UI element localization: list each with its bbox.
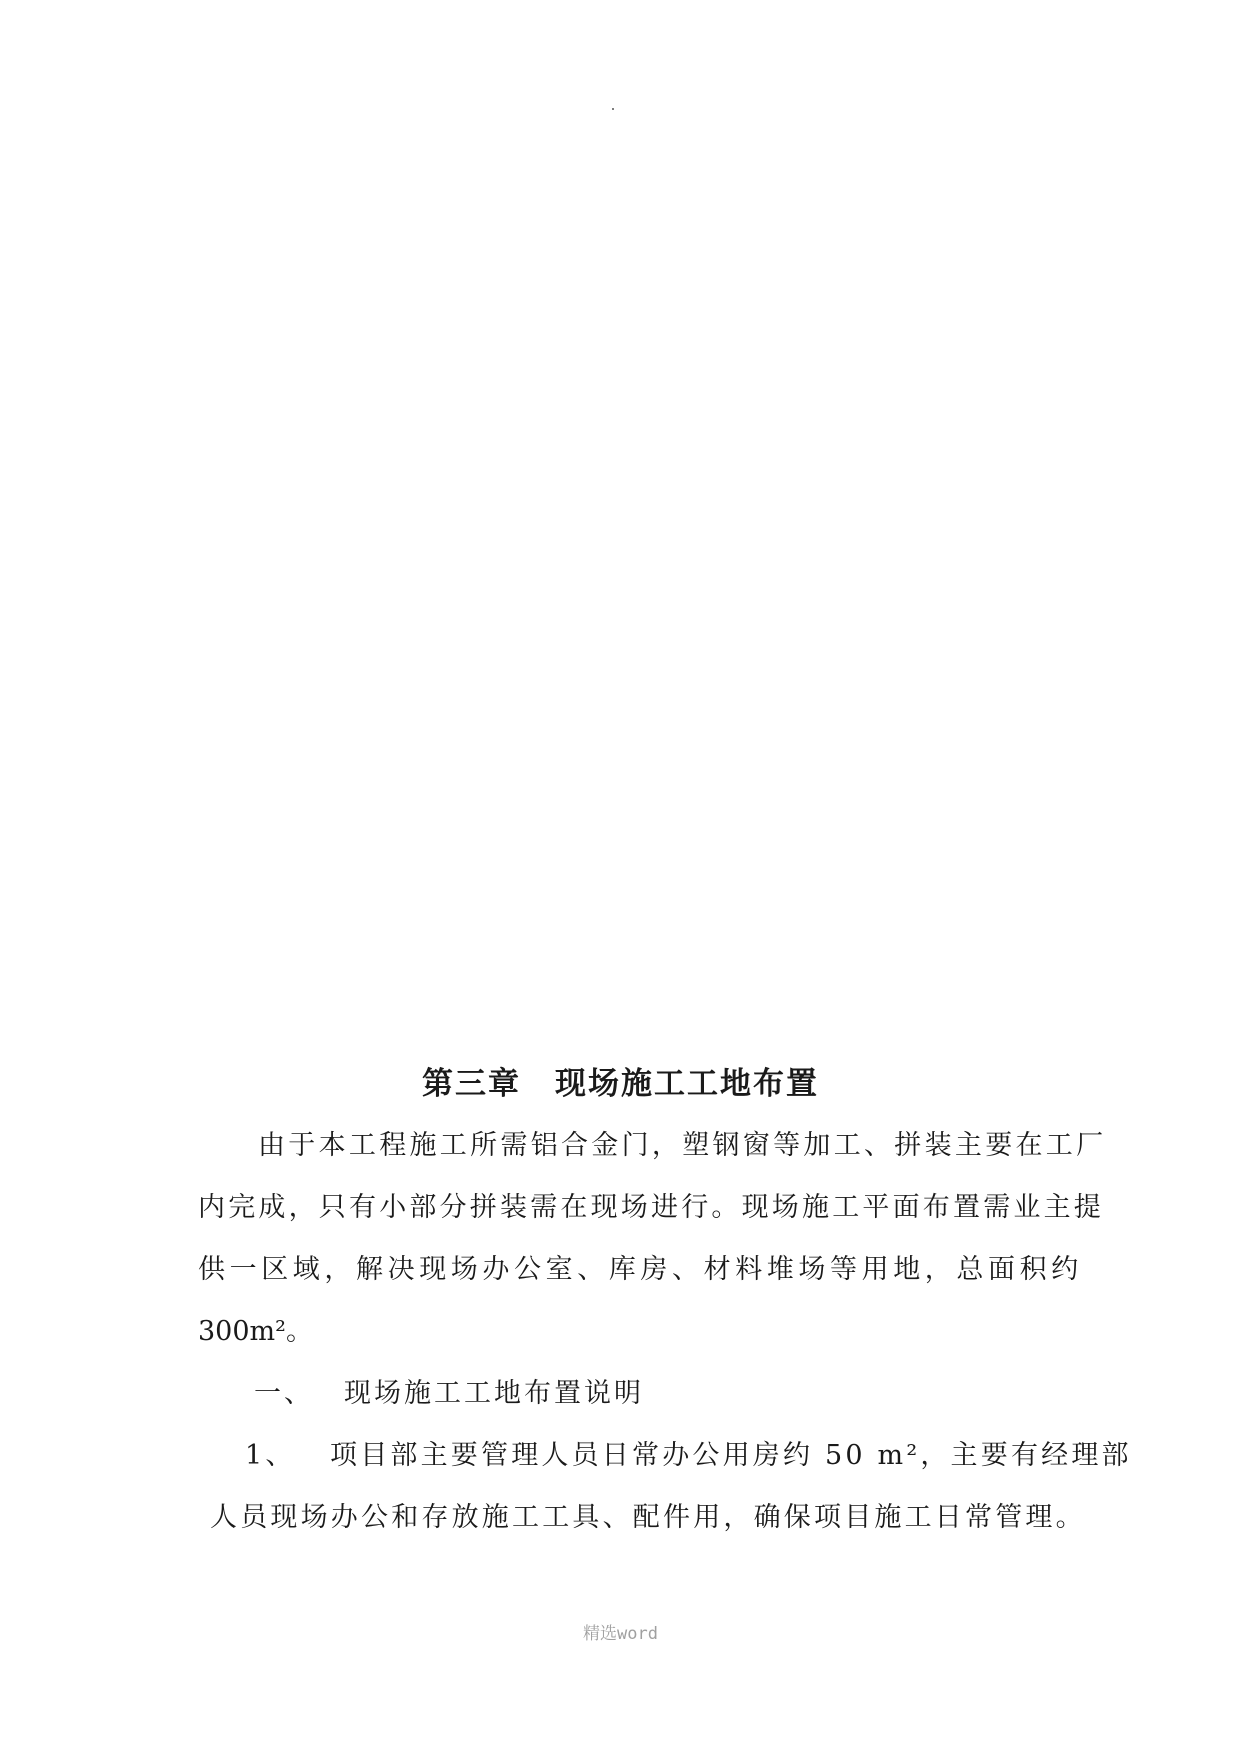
section-title: 现场施工工地布置说明 (344, 1378, 644, 1409)
intro-line-4: 300m²。 (198, 1316, 313, 1347)
chapter-title (0, 1058, 1241, 1103)
intro-line-1: 由于本工程施工所需铝合金门，塑钢窗等加工、拼装主要在工厂 (258, 1130, 1107, 1161)
list-item-number: 1、 (245, 1440, 296, 1471)
chapter-title-text: 现场施工工地布置 (555, 1066, 819, 1102)
chapter-number: 第三章 (422, 1066, 521, 1102)
section-heading (254, 1374, 1134, 1414)
section-number: 一、 (254, 1378, 314, 1409)
list-item-1-continuation: 人员现场办公和存放施工工具、配件用，确保项目施工日常管理。 (210, 1502, 1086, 1533)
intro-line-3: 供一区域，解决现场办公室、库房、材料堆场等用地，总面积约 (198, 1254, 1083, 1285)
header-mark (612, 108, 614, 110)
list-item-text: 项目部主要管理人员日常办公用房约 50 m²，主要有经理部 (330, 1440, 1132, 1471)
page-footer: 精选word (583, 1624, 658, 1644)
list-item-1 (245, 1436, 1132, 1476)
intro-line-2: 内完成，只有小部分拼装需在现场进行。现场施工平面布置需业主提 (198, 1192, 1104, 1223)
